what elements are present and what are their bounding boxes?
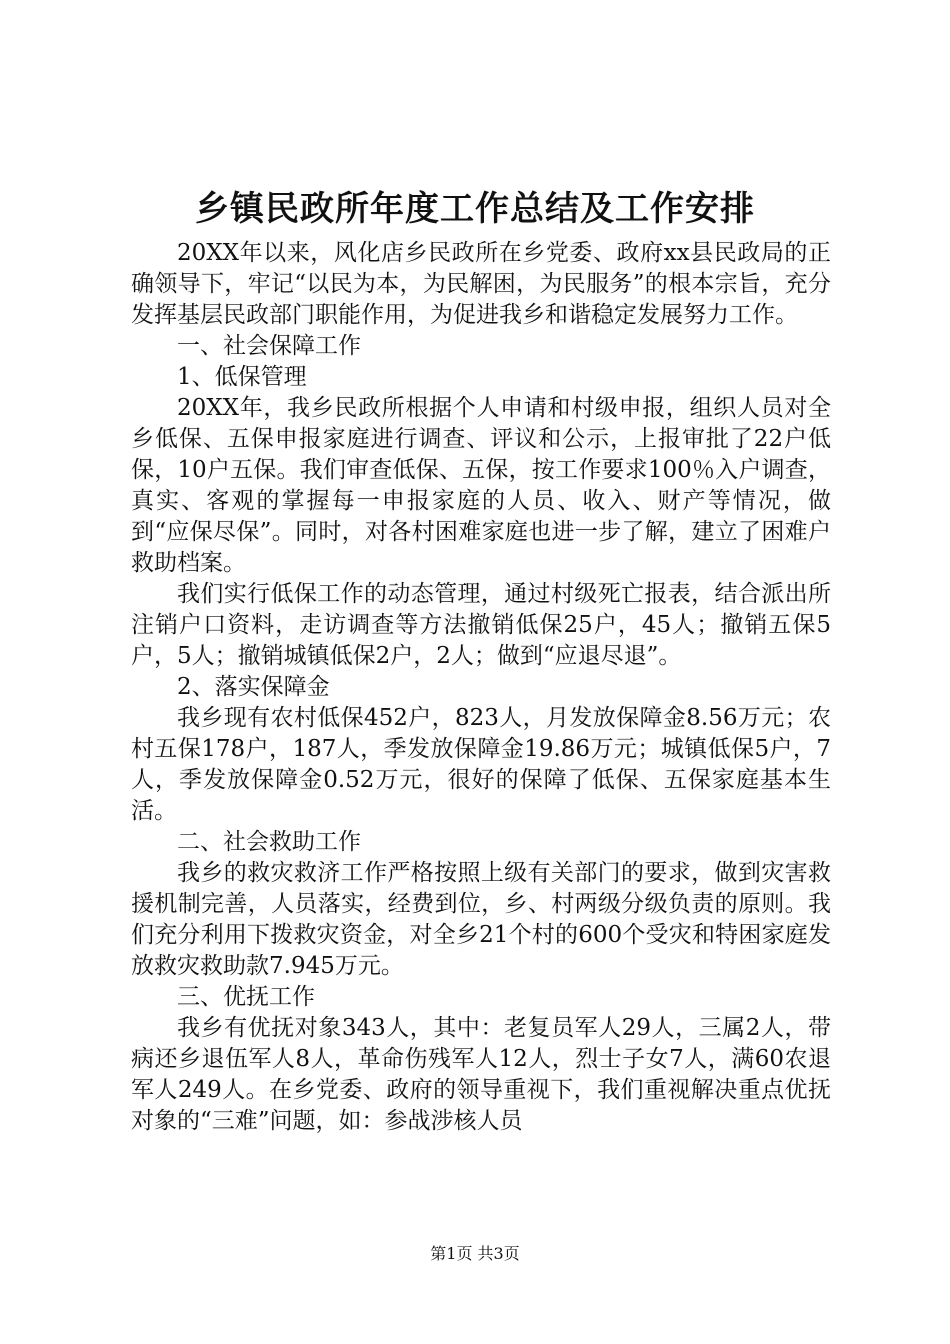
page-footer: 第1页 共3页 [430,1244,520,1263]
document-body [131,238,831,1137]
document-title: 乡镇民政所年度工作总结及工作安排 [195,189,755,229]
paragraph-intro: 20XX年以来，风化店乡民政所在乡党委、政府xx县民政局的正确领导下，牢记“以民为本，为民解困，为民服务”的根本宗旨，充分发挥基层民政部门职能作用，为促进我乡和谐稳定发展努力工作。 [131,240,831,328]
paragraph-disaster-relief: 我乡的救灾救济工作严格按照上级有关部门的要求，做到灾害救援机制完善，人员落实，经费到位，乡、村两级分级负责的原则。我们充分利用下拨救灾资金，对全乡21个村的600个受灾和特困家庭发放救灾救助款7.945万元。 [131,860,831,979]
paragraph-dynamic-management: 我们实行低保工作的动态管理，通过村级死亡报表，结合派出所注销户口资料，走访调查等方法撤销低保25户，45人；撤销五保5户，5人；撤销城镇低保2户，2人；做到“应退尽退”。 [131,581,831,669]
paragraph-security-funds: 我乡现有农村低保452户，823人，月发放保障金8.56万元；农村五保178户，187人，季发放保障金19.86万元；城镇低保5户，7人，季发放保障金0.52万元，很好的保障了低保、五保家庭基本生活。 [131,705,831,824]
paragraph-preferential-care: 我乡有优抚对象343人，其中：老复员军人29人，三属2人，带病还乡退伍军人8人，革命伤残军人12人，烈士子女7人，满60农退军人249人。在乡党委、政府的领导重视下，我们重视解决重点优抚对象的“三难”问题，如：参战涉核人员 [131,1015,831,1134]
subheading-security-funds: 2、落实保障金 [177,674,330,700]
subheading-low-income-management: 1、低保管理 [177,364,307,390]
section-heading-social-security: 一、社会保障工作 [177,333,361,359]
paragraph-low-income-review: 20XX年，我乡民政所根据个人申请和村级申报，组织人员对全乡低保、五保申报家庭进行调查、评议和公示，上报审批了22户低保，10户五保。我们审查低保、五保，按工作要求100％入户调查，真实、客观的掌握每一申报家庭的人员、收入、财产等情况，做到“应保尽保”。同时，对各村困难家庭也进一步了解，建立了困难户救助档案。 [131,395,831,576]
section-heading-preferential-care: 三、优抚工作 [177,984,315,1010]
section-heading-social-relief: 二、社会救助工作 [177,829,361,855]
